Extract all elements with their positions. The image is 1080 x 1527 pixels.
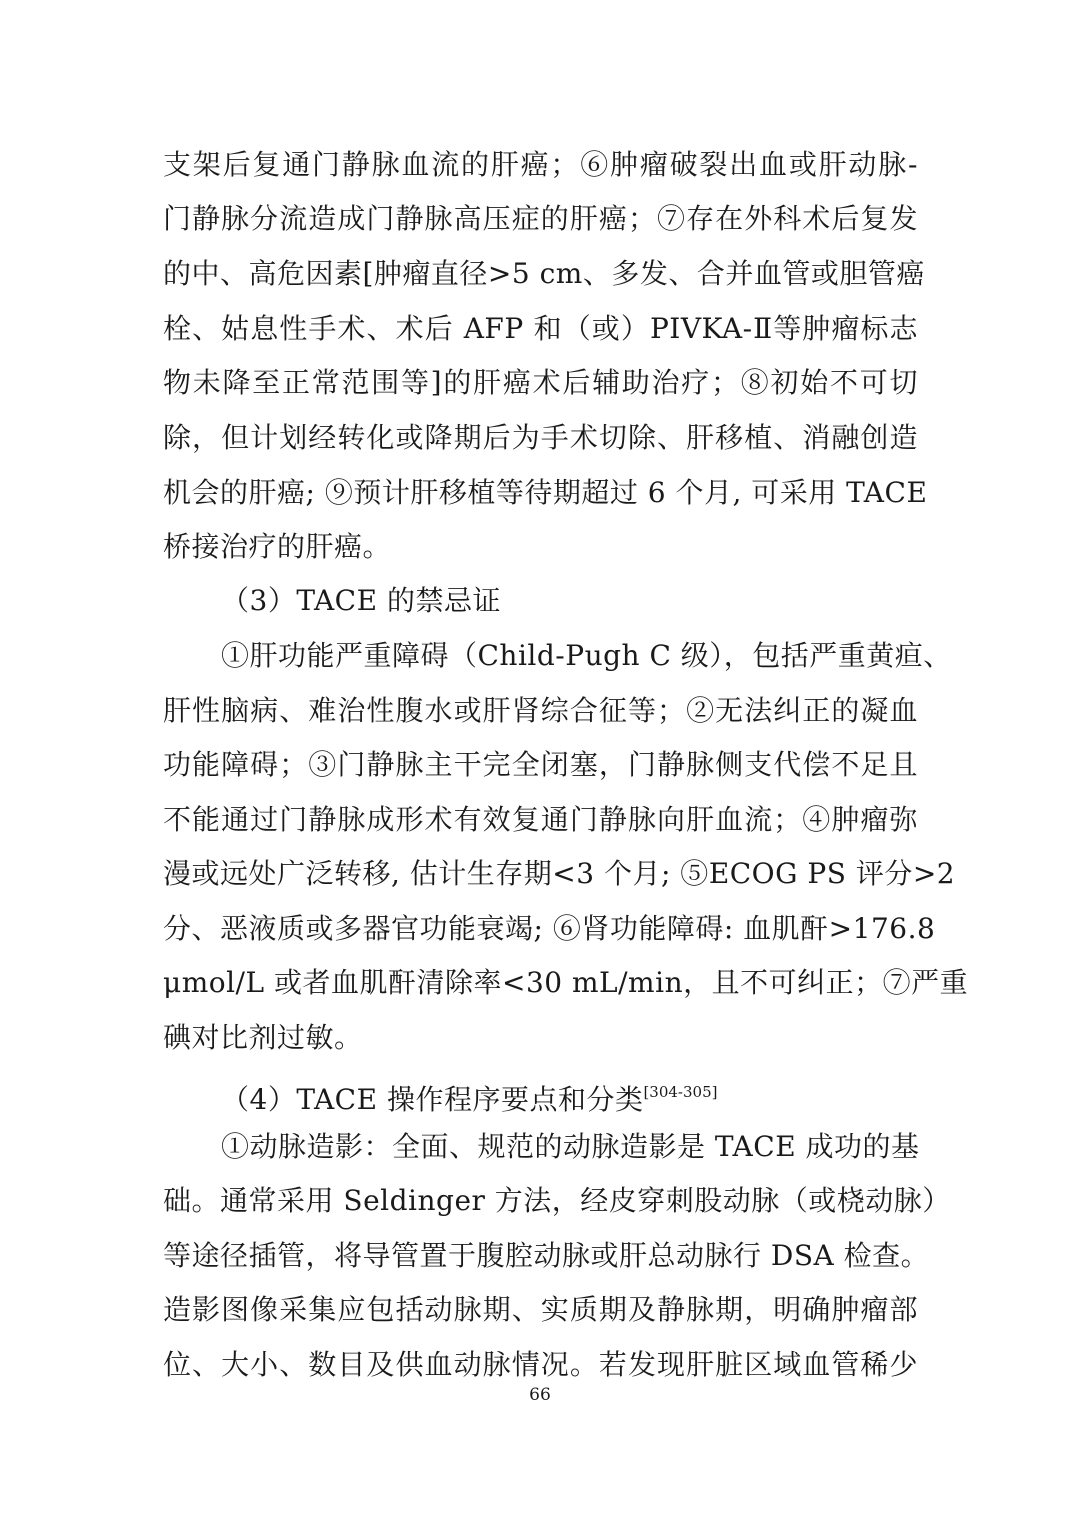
text-line: 肝性脑病、难治性腹水或肝肾综合征等；②无法纠正的凝血: [163, 694, 918, 727]
text-line: 栓、姑息性手术、术后 AFP 和（或）PIVKA-Ⅱ等肿瘤标志: [163, 312, 918, 345]
text-line: 位、大小、数目及供血动脉情况。若发现肝脏区域血管稀少: [163, 1348, 918, 1381]
text-line: 的中、高危因素[肿瘤直径>5 cm、多发、合并血管或胆管癌: [163, 257, 925, 290]
text-line: 漫或远处广泛转移, 估计生存期<3 个月; ⑤ECOG PS 评分>2: [163, 857, 956, 890]
text-line: μmol/L 或者血肌酐清除率<30 mL/min，且不可纠正；⑦严重: [163, 966, 969, 999]
text-line: 础。通常采用 Seldinger 方法，经皮穿刺股动脉（或桡动脉）: [163, 1184, 951, 1217]
text-line: 机会的肝癌; ⑨预计肝移植等待期超过 6 个月, 可采用 TACE: [163, 476, 928, 509]
section-heading: [221, 1075, 918, 1116]
text-line: 碘对比剂过敏。: [163, 1021, 363, 1054]
text-line: 造影图像采集应包括动脉期、实质期及静脉期，明确肿瘤部: [163, 1293, 918, 1326]
text-line: 除，但计划经转化或降期后为手术切除、肝移植、消融创造: [163, 421, 918, 454]
text-line: 不能通过门静脉成形术有效复通门静脉向肝血流；④肿瘤弥: [163, 803, 918, 836]
text-line: ①动脉造影：全面、规范的动脉造影是 TACE 成功的基: [221, 1130, 920, 1163]
citation-reference: [304-305]: [643, 1083, 718, 1101]
text-line: 分、恶液质或多器官功能衰竭; ⑥肾功能障碍: 血肌酐>176.8: [163, 912, 936, 945]
text-line: 桥接治疗的肝癌。: [163, 530, 392, 563]
text-line: ①肝功能严重障碍（Child-Pugh C 级），包括严重黄疸、: [221, 639, 952, 672]
text-line: 门静脉分流造成门静脉高压症的肝癌；⑦存在外科术后复发: [163, 202, 918, 235]
page-number: 66: [529, 1385, 551, 1405]
text-line: 支架后复通门静脉血流的肝癌；⑥肿瘤破裂出血或肝动脉-: [163, 148, 918, 181]
text-line: 物未降至正常范围等]的肝癌术后辅助治疗；⑧初始不可切: [163, 366, 918, 399]
text-line: 功能障碍；③门静脉主干完全闭塞，门静脉侧支代偿不足且: [163, 748, 918, 781]
section-heading-text: （4）TACE 操作程序要点和分类: [221, 1083, 644, 1116]
text-line: 等途径插管，将导管置于腹腔动脉或肝总动脉行 DSA 检查。: [163, 1239, 930, 1272]
section-heading: （3）TACE 的禁忌证: [221, 584, 501, 617]
